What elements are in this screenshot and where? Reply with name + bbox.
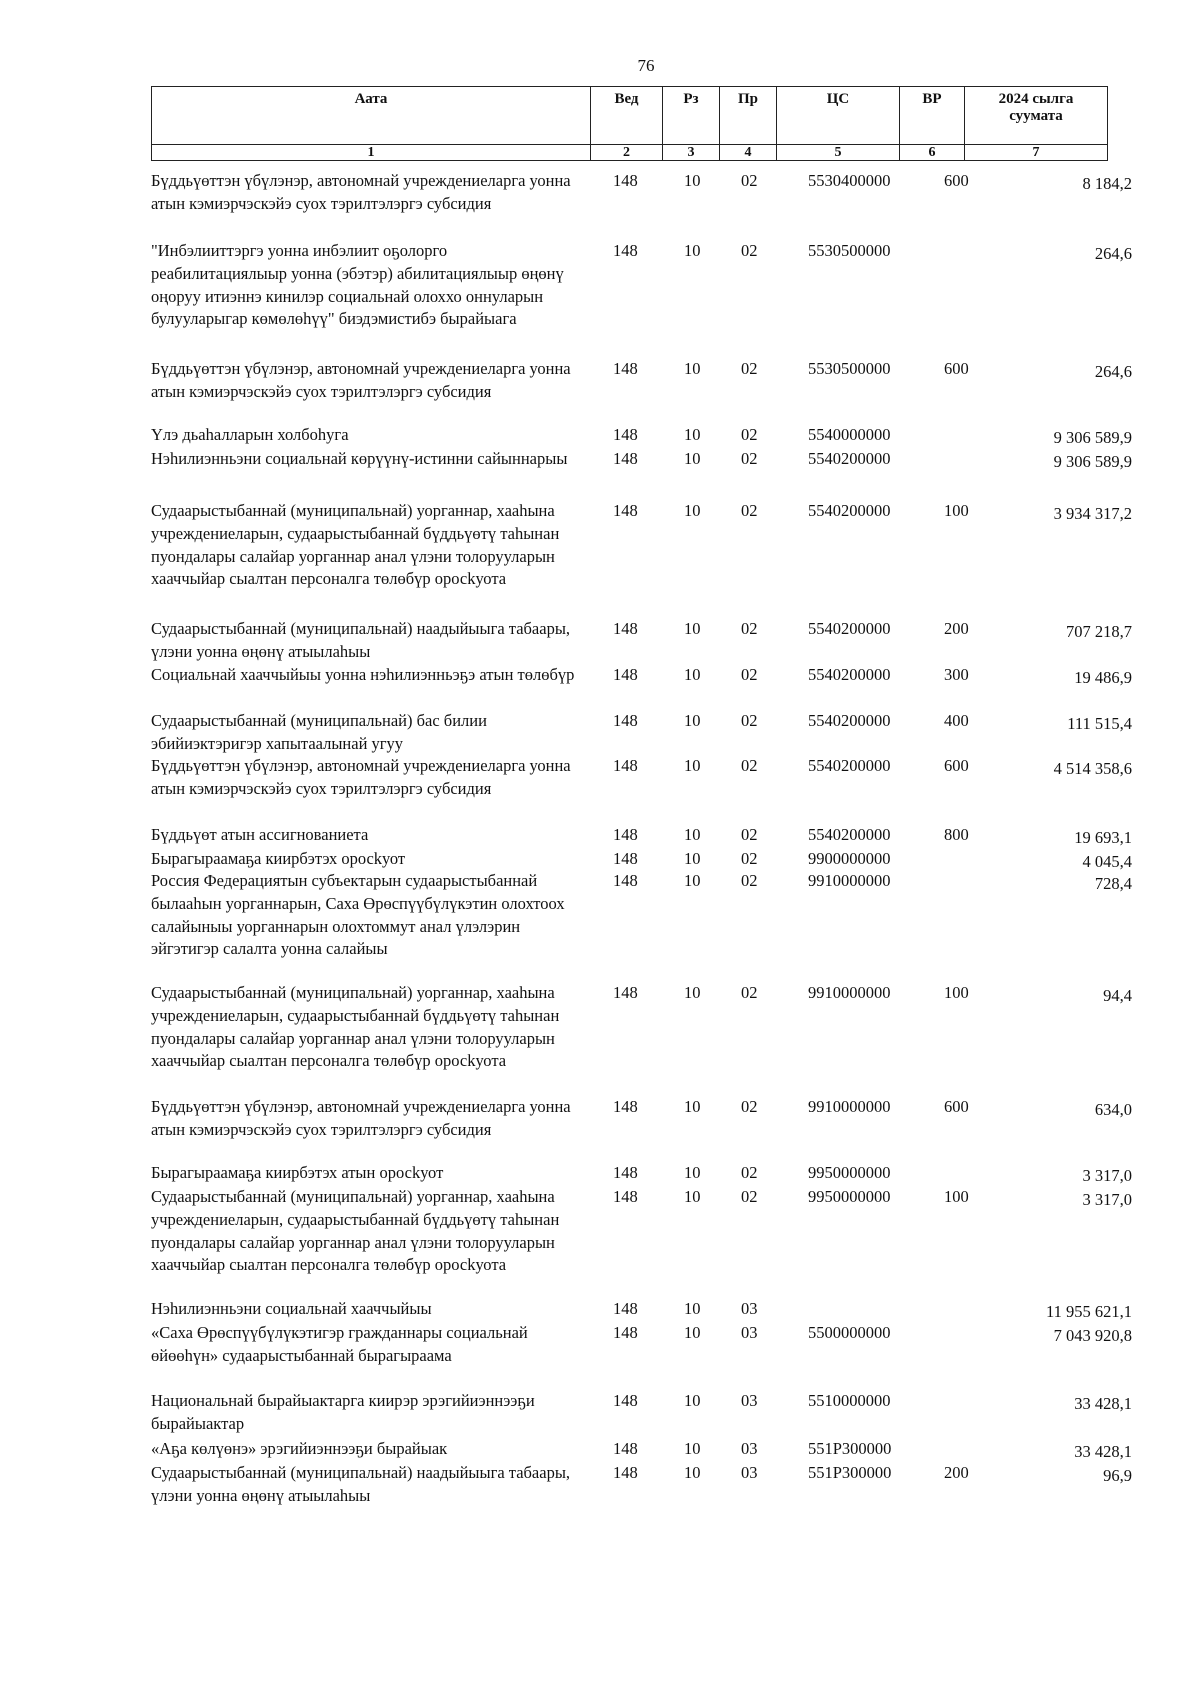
cell-rz: 10 <box>684 983 701 1002</box>
cell-cs: 5540200000 <box>808 711 891 730</box>
cell-ved: 148 <box>613 619 638 638</box>
cell-ved: 148 <box>613 665 638 684</box>
cell-rz: 10 <box>684 1391 701 1410</box>
cell-rz: 10 <box>684 871 701 890</box>
cell-rz: 10 <box>684 1097 701 1116</box>
cell-rz: 10 <box>684 849 701 868</box>
cell-cs: 9900000000 <box>808 849 891 868</box>
cell-ved: 148 <box>613 171 638 190</box>
cell-ved: 148 <box>613 983 638 1002</box>
cell-vr: 200 <box>944 619 969 638</box>
cell-cs: 9910000000 <box>808 983 891 1002</box>
cell-vr: 600 <box>944 1097 969 1116</box>
cell-rz: 10 <box>684 1439 701 1458</box>
cell-ved: 148 <box>613 241 638 260</box>
cell-rz: 10 <box>684 241 701 260</box>
cell-rz: 10 <box>684 1323 701 1342</box>
cell-sum: 94,4 <box>1103 986 1132 1005</box>
column-number: 4 <box>720 145 777 161</box>
cell-name: «Аҕа көлүөнэ» эрэгийиэннээҕи бырайыак <box>151 1439 448 1458</box>
cell-cs: 551P300000 <box>808 1463 892 1482</box>
cell-ved: 148 <box>613 871 638 890</box>
cell-pr: 02 <box>741 449 758 468</box>
cell-vr: 100 <box>944 501 969 520</box>
cell-rz: 10 <box>684 619 701 638</box>
cell-sum: 7 043 920,8 <box>1053 1326 1132 1345</box>
cell-name: Судаарыстыбаннай (муниципальнай) уорганнар, хааһына учреждениеларын, судаарыстыбаннай бүддьүөтү таһынан пуондалары салайар уорганнар анал үлэни толорууларын хааччыйар сыалтан персоналга төлөбүр оросkуота <box>151 1187 560 1275</box>
cell-cs: 5540000000 <box>808 425 891 444</box>
cell-pr: 02 <box>741 871 758 890</box>
cell-rz: 10 <box>684 1187 701 1206</box>
cell-sum: 19 693,1 <box>1074 828 1132 847</box>
cell-ved: 148 <box>613 849 638 868</box>
cell-pr: 02 <box>741 359 758 378</box>
cell-vr: 600 <box>944 171 969 190</box>
cell-name: Бүддьүөттэн үбүлэнэр, автономнай учреждениеларга уонна атын кэмиэрчэскэйэ суох тэрилтэлэргэ субсидия <box>151 1097 571 1139</box>
cell-pr: 03 <box>741 1391 758 1410</box>
cell-sum: 4 514 358,6 <box>1053 759 1132 778</box>
column-number: 5 <box>777 145 900 161</box>
cell-pr: 03 <box>741 1439 758 1458</box>
cell-cs: 551P300000 <box>808 1439 892 1458</box>
cell-pr: 02 <box>741 425 758 444</box>
cell-cs: 5540200000 <box>808 501 891 520</box>
cell-rz: 10 <box>684 1299 701 1318</box>
cell-cs: 5540200000 <box>808 619 891 638</box>
cell-pr: 03 <box>741 1463 758 1482</box>
cell-sum: 96,9 <box>1103 1466 1132 1485</box>
cell-sum: 264,6 <box>1094 362 1132 381</box>
column-number: 1 <box>152 145 591 161</box>
cell-name: Бүддьүөттэн үбүлэнэр, автономнай учреждениеларга уонна атын кэмиэрчэскэйэ суох тэрилтэлэргэ субсидия <box>151 359 571 401</box>
cell-pr: 02 <box>741 1097 758 1116</box>
column-number: 2 <box>591 145 663 161</box>
cell-cs: 5540200000 <box>808 449 891 468</box>
page-number: 76 <box>637 56 655 75</box>
column-number: 7 <box>965 145 1108 161</box>
cell-pr: 03 <box>741 1323 758 1342</box>
cell-pr: 02 <box>741 241 758 260</box>
cell-pr: 02 <box>741 825 758 844</box>
cell-vr: 200 <box>944 1463 969 1482</box>
header-sum-line2: суумата <box>1009 108 1063 124</box>
cell-pr: 02 <box>741 171 758 190</box>
cell-sum: 9 306 589,9 <box>1053 452 1132 471</box>
cell-sum: 3 317,0 <box>1082 1190 1132 1209</box>
cell-pr: 03 <box>741 1299 758 1318</box>
cell-ved: 148 <box>613 359 638 378</box>
cell-ved: 148 <box>613 501 638 520</box>
cell-ved: 148 <box>613 756 638 775</box>
cell-sum: 634,0 <box>1094 1100 1132 1119</box>
cell-name: Судаарыстыбаннай (муниципальнай) уорганнар, хааһына учреждениеларын, судаарыстыбаннай бүддьүөтү таһынан пуондалары салайар уорганнар анал үлэни толорууларын хааччыйар сыалтан персоналга төлөбүр оросkуота <box>151 501 560 589</box>
cell-cs: 5530400000 <box>808 171 891 190</box>
cell-pr: 02 <box>741 665 758 684</box>
column-number: 6 <box>900 145 965 161</box>
cell-pr: 02 <box>741 756 758 775</box>
cell-rz: 10 <box>684 711 701 730</box>
cell-cs: 9910000000 <box>808 871 891 890</box>
cell-ved: 148 <box>613 711 638 730</box>
header-vr: ВР <box>900 87 965 145</box>
cell-name: Судаарыстыбаннай (муниципальнай) наадыйыыга табаары, үлэни уонна өңөнү атыылаһыы <box>151 1463 571 1505</box>
cell-vr: 600 <box>944 359 969 378</box>
cell-ved: 148 <box>613 1097 638 1116</box>
header-ved: Вед <box>591 87 663 145</box>
cell-sum: 9 306 589,9 <box>1053 428 1132 447</box>
cell-cs: 5540200000 <box>808 825 891 844</box>
cell-vr: 100 <box>944 983 969 1002</box>
cell-ved: 148 <box>613 1391 638 1410</box>
cell-ved: 148 <box>613 1163 638 1182</box>
cell-rz: 10 <box>684 449 701 468</box>
cell-cs: 9950000000 <box>808 1187 891 1206</box>
cell-name: Нэһилиэнньэни социальнай көрүүнү-истинни сайыннарыы <box>151 449 568 468</box>
cell-ved: 148 <box>613 1187 638 1206</box>
cell-sum: 8 184,2 <box>1082 174 1132 193</box>
cell-ved: 148 <box>613 1299 638 1318</box>
column-number: 3 <box>663 145 720 161</box>
cell-ved: 148 <box>613 1323 638 1342</box>
cell-rz: 10 <box>684 825 701 844</box>
cell-cs: 9950000000 <box>808 1163 891 1182</box>
cell-name: Россия Федерациятын субъектарын судаарыстыбаннай былааһын уорганнарын, Саха Өрөспүүбүлүкэтин олохтоох салайыныы уорганнарын олохтоммут анал үлэлэрин эйгэтигэр салалта уонна салайыы <box>151 871 565 959</box>
cell-name: Судаарыстыбаннай (муниципальнай) уорганнар, хааһына учреждениеларын, судаарыстыбаннай бүддьүөтү таһынан пуондалары салайар уорганнар анал үлэни толорууларын хааччыйар сыалтан персоналга төлөбүр оросkуота <box>151 983 560 1071</box>
header-name: Аата <box>152 87 591 145</box>
cell-sum: 728,4 <box>1094 874 1132 893</box>
cell-name: Судаарыстыбаннай (муниципальнай) наадыйыыга табаары, үлэни уонна өңөнү атыылаһыы <box>151 619 571 661</box>
header-rz: Рз <box>663 87 720 145</box>
cell-pr: 02 <box>741 1163 758 1182</box>
cell-rz: 10 <box>684 1463 701 1482</box>
cell-sum: 111 515,4 <box>1067 714 1132 733</box>
cell-name: «Саха Өрөспүүбүлүкэтигэр гражданнары социальнай өйөөһүн» судаарыстыбаннай бырагыраама <box>151 1323 528 1365</box>
cell-sum: 4 045,4 <box>1082 852 1132 871</box>
header-sum-line1: 2024 сылга <box>998 91 1074 107</box>
cell-cs: 5500000000 <box>808 1323 891 1342</box>
cell-vr: 600 <box>944 756 969 775</box>
cell-rz: 10 <box>684 359 701 378</box>
cell-pr: 02 <box>741 501 758 520</box>
cell-sum: 3 317,0 <box>1082 1166 1132 1185</box>
cell-name: Нэһилиэнньэни социальнай хааччыйыы <box>151 1299 432 1318</box>
cell-cs: 5530500000 <box>808 359 891 378</box>
cell-rz: 10 <box>684 501 701 520</box>
cell-vr: 100 <box>944 1187 969 1206</box>
cell-sum: 3 934 317,2 <box>1053 504 1132 523</box>
cell-sum: 33 428,1 <box>1074 1442 1132 1461</box>
header-sum <box>965 87 1108 145</box>
cell-cs: 5530500000 <box>808 241 891 260</box>
table-body <box>0 170 1200 1697</box>
cell-pr: 02 <box>741 711 758 730</box>
cell-pr: 02 <box>741 1187 758 1206</box>
cell-vr: 400 <box>944 711 969 730</box>
cell-name: Судаарыстыбаннай (муниципальнай) бас билии эбийиэктэригэр хапытаалынай угуу <box>151 711 487 753</box>
cell-rz: 10 <box>684 665 701 684</box>
cell-pr: 02 <box>741 619 758 638</box>
cell-sum: 19 486,9 <box>1074 668 1132 687</box>
cell-name: Бырагыраамаҕа киирбэтэх оросkуот <box>151 849 406 868</box>
cell-ved: 148 <box>613 1463 638 1482</box>
cell-name: Бүддьүөт атын ассигнованиета <box>151 825 369 844</box>
cell-rz: 10 <box>684 171 701 190</box>
cell-ved: 148 <box>613 425 638 444</box>
cell-cs: 9910000000 <box>808 1097 891 1116</box>
cell-vr: 300 <box>944 665 969 684</box>
cell-name: Бүддьүөттэн үбүлэнэр, автономнай учреждениеларга уонна атын кэмиэрчэскэйэ суох тэрилтэлэргэ субсидия <box>151 756 571 798</box>
cell-ved: 148 <box>613 825 638 844</box>
cell-rz: 10 <box>684 756 701 775</box>
cell-name: "Инбэлииттэргэ уонна инбэлиит оҕолорго реабилитациялыыр уонна (эбэтэр) абилитациялыыр өңөнү оңоруу итиэннэ кинилэр социальнай олоххо оннуларын булууларыгар көмөлөһүү" биэдэмистибэ бырайыага <box>151 241 564 329</box>
cell-name: Бырагыраамаҕа киирбэтэх атын оросkуот <box>151 1163 444 1182</box>
cell-name: Социальнай хааччыйыы уонна нэһилиэнньэҕэ атын төлөбүр <box>151 665 575 684</box>
cell-name: Национальнай бырайыактарга киирэр эрэгийиэннээҕи бырайыактар <box>151 1391 535 1433</box>
cell-pr: 02 <box>741 849 758 868</box>
table-header <box>151 86 1108 161</box>
cell-rz: 10 <box>684 425 701 444</box>
header-pr: Пр <box>720 87 777 145</box>
cell-ved: 148 <box>613 449 638 468</box>
cell-name: Үлэ дьаһалларын холбоһуга <box>151 425 349 444</box>
cell-sum: 11 955 621,1 <box>1045 1302 1132 1321</box>
header-cs: ЦС <box>777 87 900 145</box>
cell-rz: 10 <box>684 1163 701 1182</box>
cell-cs: 5510000000 <box>808 1391 891 1410</box>
cell-cs: 5540200000 <box>808 665 891 684</box>
cell-vr: 800 <box>944 825 969 844</box>
cell-pr: 02 <box>741 983 758 1002</box>
cell-ved: 148 <box>613 1439 638 1458</box>
cell-sum: 264,6 <box>1094 244 1132 263</box>
cell-cs: 5540200000 <box>808 756 891 775</box>
cell-sum: 707 218,7 <box>1066 622 1132 641</box>
cell-sum: 33 428,1 <box>1074 1394 1132 1413</box>
cell-name: Бүддьүөттэн үбүлэнэр, автономнай учреждениеларга уонна атын кэмиэрчэскэйэ суох тэрилтэлэргэ субсидия <box>151 171 571 213</box>
